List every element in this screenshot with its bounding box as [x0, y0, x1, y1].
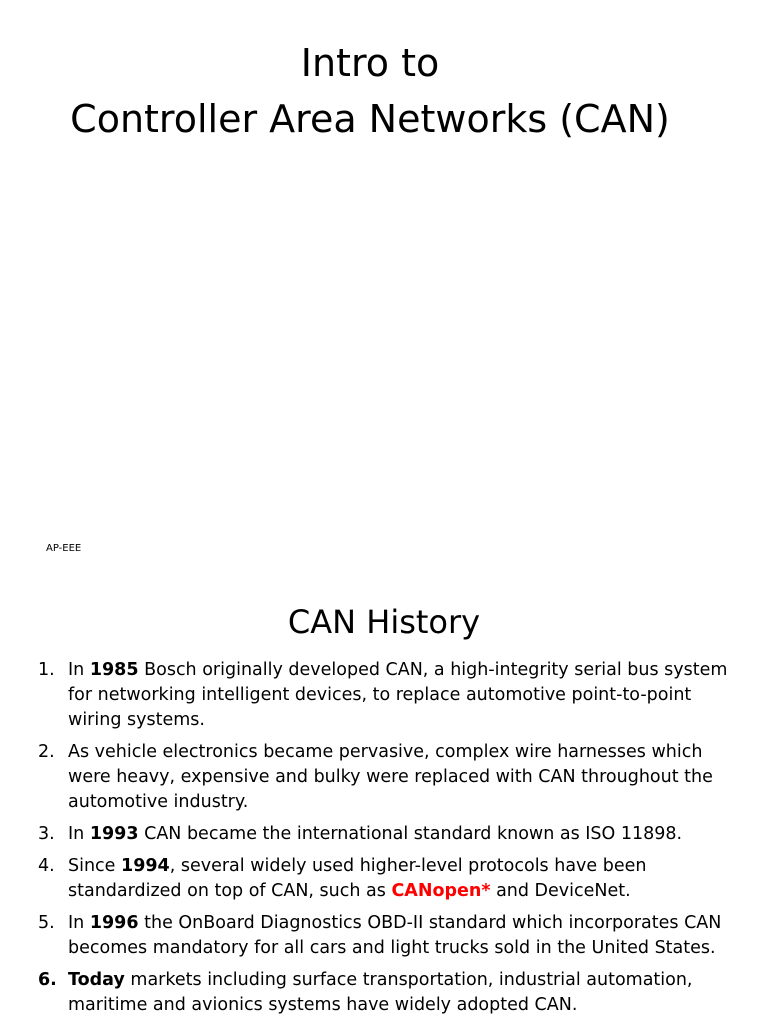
text-run: , several widely used higher-level protocols have been standardized on top of CAN, such as: [68, 856, 647, 901]
text-run: markets including surface transportation, industrial automation, maritime and avionics systems have widely adopted CAN.: [68, 970, 693, 1015]
text-run: the OnBoard Diagnostics OBD-II standard which incorporates CAN becomes mandatory for all cars and light trucks sold in the United States.: [68, 913, 722, 958]
canopen-highlight: CANopen*: [391, 881, 491, 901]
list-item-text: As vehicle electronics became pervasive, complex wire harnesses which were heavy, expensive and bulky were replaced with CAN throughout the automotive industry.: [68, 742, 713, 812]
text-run: In: [68, 660, 90, 680]
list-item: [38, 658, 728, 733]
list-item-number: 2.: [38, 742, 55, 762]
list-item-text: [68, 911, 728, 961]
list-item: [38, 968, 728, 1018]
title-line-2: Controller Area Networks (CAN): [70, 97, 670, 141]
slide-heading: CAN History: [287, 603, 481, 641]
list-item-number: 3.: [38, 824, 55, 844]
text-run: and DeviceNet.: [490, 881, 631, 901]
year-text: 1993: [89, 824, 139, 844]
list-item-text: [68, 822, 728, 847]
list-item-number: 5.: [38, 913, 55, 933]
text-run: In: [68, 913, 90, 933]
text-run: In: [68, 824, 90, 844]
title-line-1: Intro to: [300, 41, 440, 85]
history-list: [38, 658, 728, 1025]
history-slide: [0, 576, 768, 1024]
list-item-number: 1.: [38, 660, 55, 680]
list-item-number: 4.: [38, 856, 55, 876]
list-item: [38, 911, 728, 961]
list-item: [38, 740, 728, 815]
list-item-text: [68, 854, 728, 904]
year-text: 1994: [121, 856, 170, 876]
text-run: Bosch originally developed CAN, a high-integrity serial bus system for networking intelligent devices, to replace automotive point-to-point wiring systems.: [68, 660, 728, 730]
text-run: Since: [68, 856, 122, 876]
list-item: [38, 854, 728, 904]
year-text: 1985: [89, 660, 139, 680]
year-text: 1996: [89, 913, 139, 933]
list-item-text: [68, 658, 728, 733]
list-item-number: 6.: [38, 970, 57, 990]
list-item-text: [68, 968, 728, 1018]
slide-footer: AP-EEE: [46, 543, 82, 554]
text-run: CAN became the international standard known as ISO 11898.: [138, 824, 683, 844]
today-text: Today: [68, 970, 125, 990]
list-item: [38, 822, 728, 847]
